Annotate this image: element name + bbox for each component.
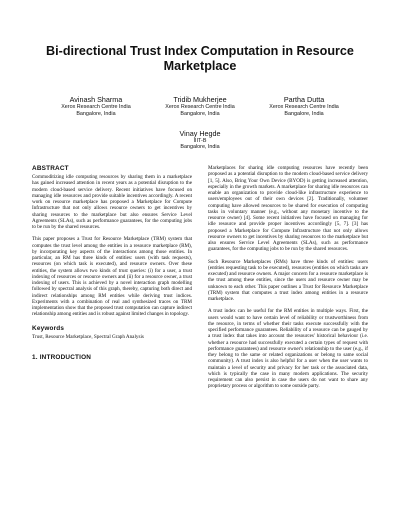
title-line-2: Marketplace: [163, 59, 237, 73]
keywords-text: Trust, Resource Marketplace, Spectral Graph Analysis: [32, 333, 144, 340]
author-affiliation-line: Bangalore, India: [180, 144, 220, 151]
body-paragraph: Marketplaces for sharing idle computing resources have recently been proposed as a potential disruption to the modern cloud-based service delivery [1, 5]. Also, Bring Your Own Device (BYOD) is getting increased attention, especially in the growth markets. A marketplace for sharing idle resources can enable an organization to provide cloud-like infrastructure experience to users/employees out of their own devices [2]. Traditionally, volunteer computing have allowed resources to be shared for execution of computing tasks in voluntary manner (e.g., without any monetary incentive to the resource owner) [4]. Some recent initiatives have focused on managing for idle resource and provide proper incentives accordingly [5, 7]. [3] has proposed a Marketplace for Compute Infrastructure that not only allows resource owners to get incentives by sharing resources to the marketplace but also ensures Service Level Agreements (SLAs), such as performance guarantees, for the computing jobs to be run by the shared resources.: [208, 165, 368, 253]
author-name: Partha Dutta: [283, 95, 325, 104]
author-name: Avinash Sharma: [69, 95, 123, 104]
section-heading-introduction: 1. INTRODUCTION: [32, 353, 92, 361]
abstract-paragraph: Commoditizing idle computing resources by sharing them in a marketplace has gained increased attention in recent years as a potential disruption to the modern cloud-based service delivery. Recent initiatives have focused on managing idle resources and provide suitable incentives accordingly. A recent work on resource marketplace has proposed a Marketplace for Compute Infrastructure that not only allows resource owners to get incentives by sharing resources to the marketplace but also ensures Service Level Agreements (SLAs), such as performance guarantees, for the computing jobs to be run by the shared resources.: [32, 174, 192, 231]
body-paragraph: Such Resource Marketplaces (RMs) have three kinds of entities: users (entities requesting task to be executed), resources (entities on which tasks are executed) and resource owners. A major concern for a resource marketplace is the trust among these entities, since the users and resource owner may be unknown to each other. This paper outlines a Trust for Resource Marketplace (TRM) system that computes a trust index among entities in a resource marketplace.: [208, 258, 368, 303]
author-affiliation-line: Bangalore, India: [76, 110, 116, 117]
abstract-paragraph: This paper proposes a Trust for Resource Marketplace (TRM) system that computes the trust level among the entities in a resource marketplace (RM), by incorporating key aspects of the interactions among those entities. In particular, an RM has three kinds of entities: users (with task requests), resources (on which task is executed), and resource owners. Over these entities, the system allows two kinds of trust queries: (i) for a user, a trust indexing of resources or resource owners and (ii) for a resource owner, a trust indexing of users. This is achieved by a novel interaction graph modelling followed by spectral analysis of this graph, thereby, capturing both direct and indirect relationships among RM entities while deriving trust indices. Experiments with a combination of real and synthesized traces on TRM implementation show that the proposed trust computation can capture indirect relationship among entities and is robust against limited changes in topology.: [32, 236, 192, 318]
author-affiliation-line: Xerox Research Centre India: [165, 104, 235, 110]
author-name: Tridib Mukherjee: [173, 95, 227, 104]
right-column: [208, 165, 368, 390]
two-column-body: [32, 165, 368, 390]
left-column: [32, 165, 192, 390]
author-affiliation-line: Bangalore, India: [180, 110, 220, 117]
body-paragraph: A trust index can be useful for the RM entities in multiple ways. First, the users would want to have certain level of reliability or trustworthiness from the resource, in terms of whether their tasks execute successfully with the specified performance guarantees. Reliability of a resource can be gauged by a trust index that takes into account the resources' historical behaviour (i.e. whether a resource had successfully executed a certain types of request with performance guarantees) and resource owner's relationship to the user (e.g., if they belong to the same or related organizations or belong to same social community). A trust index is also helpful for a user when the user wants to maintain a level of security and privacy for her task or the associated data, which is typically the case in many modern applications. The security requirement can also persist in case the users do not want to share any proprietary process or algorithm to some outside party.: [208, 308, 368, 390]
author-block: [148, 95, 252, 118]
author-row: [32, 95, 368, 118]
keywords-heading: Keywords: [32, 324, 65, 332]
paper-title: [32, 44, 368, 74]
author-affiliation-line: Xerox Research Centre India: [269, 104, 339, 110]
author-affiliation-line: Xerox Research Centre India: [61, 104, 131, 110]
author-affiliation-line: Bangalore, India: [284, 110, 324, 117]
author-block: [44, 95, 148, 118]
author-affiliation-line: IIIT-B: [193, 137, 207, 144]
title-line-1: Bi-directional Trust Index Computation in Resource: [46, 44, 354, 58]
author-name: Vinay Hegde: [179, 128, 221, 138]
abstract-heading: ABSTRACT: [32, 165, 69, 173]
author-block-solo: [32, 129, 368, 152]
author-block: [252, 95, 356, 118]
